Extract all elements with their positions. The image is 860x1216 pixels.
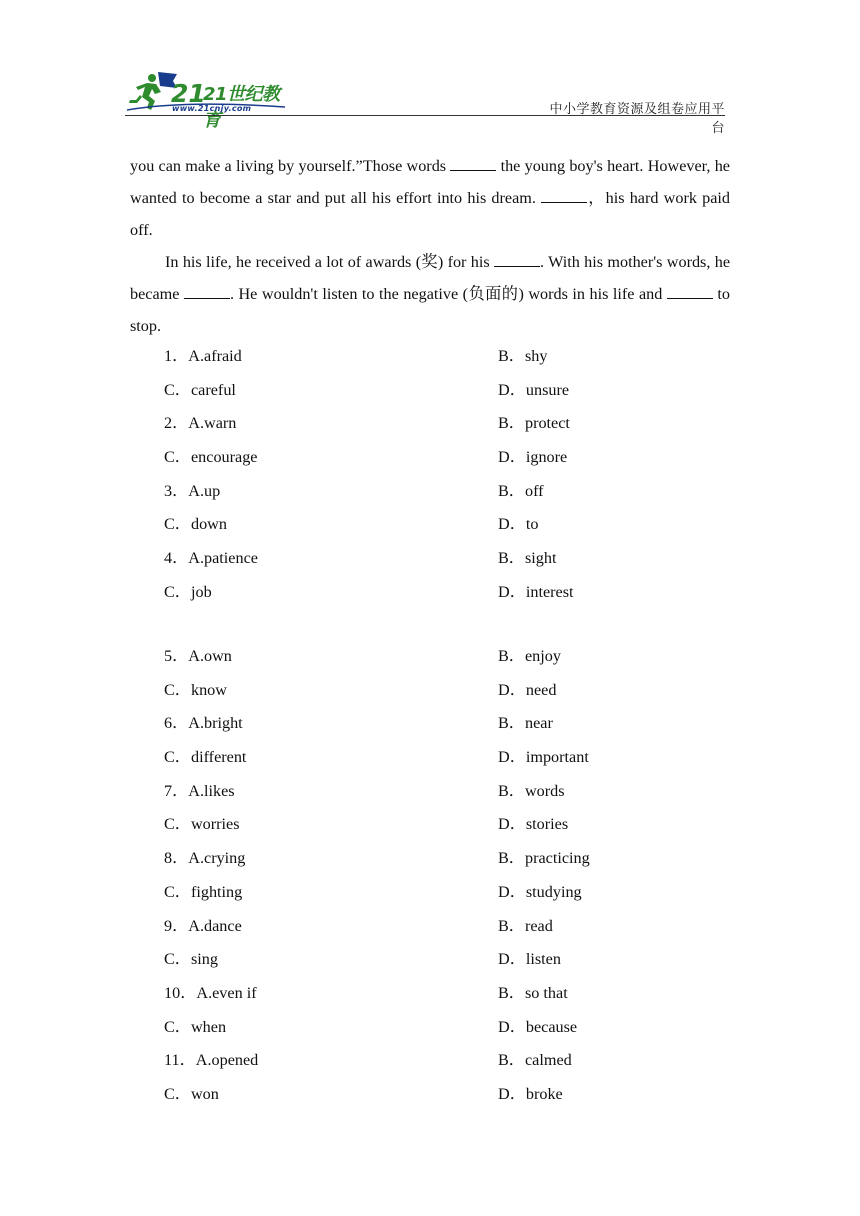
site-logo [125,70,295,131]
option-d: D．studying [498,882,582,901]
cloze-passage [130,150,730,342]
passage-paragraph [130,246,730,342]
option-row [164,876,764,910]
svg-text:21: 21 [171,79,206,108]
option-b: B．calmed [498,1051,572,1070]
passage-text: you can make a living by yourself.”Those words [130,157,451,175]
page-header [0,0,860,135]
answer-blank [184,286,230,299]
option-a: 11．A.opened [164,1051,259,1070]
option-row [164,508,764,542]
option-row [164,943,764,977]
option-c: C．down [164,515,227,534]
option-d: D．unsure [498,380,570,399]
passage-text: to stop. [130,285,730,335]
option-c: C．encourage [164,448,258,467]
option-row [164,707,764,741]
option-row [164,910,764,944]
option-c: C．worries [164,815,240,834]
option-a: 1．A.afraid [164,347,242,365]
passage-text: . With his mother's words, he became [130,253,731,303]
option-a: 9．A.dance [164,916,242,935]
option-a: 3．A.up [164,481,221,500]
option-c: C．when [164,1017,227,1036]
option-c: C．won [164,1084,219,1103]
option-row [164,808,764,842]
option-row [164,441,764,475]
option-b: B．near [498,714,553,733]
option-a: 7．A.likes [164,781,235,800]
option-a: 8．A.crying [164,849,246,868]
option-b: B．practicing [498,849,590,868]
passage-text: the young boy's heart. However, he wanted to become a star and put all his effort into his dream. [130,157,730,207]
option-a: 2．A.warn [164,414,237,433]
option-row [164,374,764,408]
option-d: D．important [498,748,589,767]
option-b: B．so that [498,983,568,1002]
option-row [164,1044,764,1078]
option-row [164,576,764,610]
option-d: D．need [498,680,557,699]
logo-text: 21世纪教育 [203,84,280,131]
option-d: D．to [498,515,539,534]
option-row [164,741,764,775]
option-d: D．stories [498,815,569,834]
option-row [164,542,764,576]
option-row [164,1078,764,1112]
option-a: 6．A.bright [164,714,243,733]
option-c: C．different [164,748,247,767]
option-b: B．read [498,916,553,935]
option-c: C．job [164,582,212,601]
option-c: C．know [164,680,227,699]
option-row [164,674,764,708]
option-b: B．sight [498,549,557,568]
option-d: D．broke [498,1084,563,1103]
option-row [164,977,764,1011]
option-d: D．interest [498,582,574,601]
option-a: 10．A.even if [164,983,257,1002]
answer-blank [541,190,587,203]
answer-blank [494,254,540,267]
answer-blank [667,286,713,299]
option-b: B．protect [498,414,570,433]
option-b: B．off [498,481,544,500]
option-b: B．shy [498,347,548,365]
option-d: D．because [498,1017,578,1036]
logo-url: www.21cnjy.com [172,104,252,113]
option-row [164,407,764,441]
option-c: C．fighting [164,882,243,901]
option-row [164,775,764,809]
passage-paragraph [130,150,730,246]
passage-text: ，his hard work paid off. [130,189,730,239]
option-c: C．careful [164,380,236,399]
option-a: 4．A.patience [164,549,258,568]
options-group-2 [164,640,764,1112]
options-group-1 [164,340,764,610]
option-b: B．enjoy [498,647,561,665]
option-a: 5．A.own [164,647,232,665]
option-row [164,1011,764,1045]
answer-blank [450,158,496,171]
option-row [164,340,764,374]
option-c: C．sing [164,950,218,969]
option-b: B．words [498,781,565,800]
header-divider [125,115,725,116]
platform-label: 中小学教育资源及组卷应用平台 [549,101,725,135]
option-row [164,475,764,509]
option-row [164,640,764,674]
passage-text: In his life, he received a lot of awards (奖) for his [165,253,495,271]
passage-text: . He wouldn't listen to the negative (负面的) words in his life and [229,285,667,303]
option-d: D．listen [498,950,561,969]
option-row [164,842,764,876]
option-d: D．ignore [498,448,568,467]
